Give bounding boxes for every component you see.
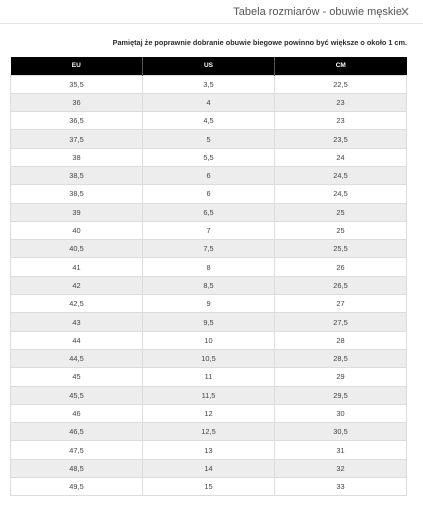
cell-eu: 38 xyxy=(11,148,143,166)
cell-eu: 36,5 xyxy=(11,112,143,130)
column-header-eu: EU xyxy=(11,57,143,75)
cell-cm: 33 xyxy=(275,478,407,496)
cell-cm: 25,5 xyxy=(275,240,407,258)
cell-us: 12 xyxy=(143,404,275,422)
cell-eu: 46 xyxy=(11,404,143,422)
cell-us: 6 xyxy=(143,185,275,203)
cell-us: 13 xyxy=(143,441,275,459)
cell-eu: 40,5 xyxy=(11,240,143,258)
cell-us: 8 xyxy=(143,258,275,276)
close-icon xyxy=(401,5,409,17)
cell-us: 8,5 xyxy=(143,276,275,294)
cell-us: 14 xyxy=(143,459,275,477)
table-row xyxy=(11,404,407,422)
table-row xyxy=(11,112,407,130)
cell-cm: 23 xyxy=(275,112,407,130)
cell-eu: 48,5 xyxy=(11,459,143,477)
table-row xyxy=(11,203,407,221)
cell-cm: 27,5 xyxy=(275,313,407,331)
table-row xyxy=(11,148,407,166)
table-row xyxy=(11,386,407,404)
cell-us: 12,5 xyxy=(143,423,275,441)
table-row xyxy=(11,130,407,148)
cell-eu: 41 xyxy=(11,258,143,276)
cell-us: 3,5 xyxy=(143,75,275,93)
cell-cm: 29 xyxy=(275,368,407,386)
cell-us: 5 xyxy=(143,130,275,148)
cell-cm: 25 xyxy=(275,203,407,221)
table-row xyxy=(11,166,407,184)
cell-cm: 24,5 xyxy=(275,185,407,203)
cell-eu: 44 xyxy=(11,331,143,349)
table-row xyxy=(11,423,407,441)
table-row xyxy=(11,240,407,258)
cell-cm: 22,5 xyxy=(275,75,407,93)
table-row xyxy=(11,478,407,496)
table-row xyxy=(11,258,407,276)
table-body xyxy=(11,75,407,496)
cell-us: 11,5 xyxy=(143,386,275,404)
cell-cm: 30,5 xyxy=(275,423,407,441)
column-header-cm: CM xyxy=(275,57,407,75)
table-row xyxy=(11,75,407,93)
table-row xyxy=(11,459,407,477)
cell-cm: 23 xyxy=(275,93,407,111)
modal-header xyxy=(0,0,423,24)
cell-cm: 31 xyxy=(275,441,407,459)
table-row xyxy=(11,313,407,331)
cell-eu: 46,5 xyxy=(11,423,143,441)
cell-eu: 44,5 xyxy=(11,349,143,367)
cell-eu: 38,5 xyxy=(11,185,143,203)
table-row xyxy=(11,276,407,294)
cell-cm: 30 xyxy=(275,404,407,422)
table-row xyxy=(11,368,407,386)
cell-us: 6 xyxy=(143,166,275,184)
table-row xyxy=(11,349,407,367)
cell-eu: 35,5 xyxy=(11,75,143,93)
cell-eu: 37,5 xyxy=(11,130,143,148)
size-note: Pamiętaj że poprawnie dobranie obuwie biegowe powinno być większe o około 1 cm. xyxy=(112,38,407,47)
cell-eu: 42 xyxy=(11,276,143,294)
cell-us: 6,5 xyxy=(143,203,275,221)
cell-eu: 45 xyxy=(11,368,143,386)
cell-cm: 28 xyxy=(275,331,407,349)
table-row xyxy=(11,93,407,111)
table-row xyxy=(11,185,407,203)
cell-us: 15 xyxy=(143,478,275,496)
cell-cm: 23,5 xyxy=(275,130,407,148)
table-row xyxy=(11,441,407,459)
table-header-row xyxy=(11,57,407,75)
table-row xyxy=(11,331,407,349)
cell-us: 5,5 xyxy=(143,148,275,166)
cell-cm: 28,5 xyxy=(275,349,407,367)
cell-us: 10 xyxy=(143,331,275,349)
cell-cm: 29,5 xyxy=(275,386,407,404)
cell-cm: 27 xyxy=(275,295,407,313)
cell-us: 11 xyxy=(143,368,275,386)
cell-cm: 26 xyxy=(275,258,407,276)
cell-eu: 47,5 xyxy=(11,441,143,459)
cell-us: 10,5 xyxy=(143,349,275,367)
size-table xyxy=(10,57,407,496)
close-button[interactable] xyxy=(401,5,409,17)
cell-cm: 24 xyxy=(275,148,407,166)
cell-eu: 49,5 xyxy=(11,478,143,496)
cell-us: 7,5 xyxy=(143,240,275,258)
cell-us: 9,5 xyxy=(143,313,275,331)
cell-cm: 25 xyxy=(275,221,407,239)
cell-cm: 32 xyxy=(275,459,407,477)
modal-title: Tabela rozmiarów - obuwie męskie xyxy=(233,6,402,18)
cell-us: 4,5 xyxy=(143,112,275,130)
cell-cm: 26,5 xyxy=(275,276,407,294)
cell-us: 7 xyxy=(143,221,275,239)
cell-eu: 39 xyxy=(11,203,143,221)
cell-eu: 38,5 xyxy=(11,166,143,184)
cell-eu: 40 xyxy=(11,221,143,239)
column-header-us: US xyxy=(143,57,275,75)
cell-eu: 42,5 xyxy=(11,295,143,313)
cell-eu: 45,5 xyxy=(11,386,143,404)
cell-us: 4 xyxy=(143,93,275,111)
cell-eu: 43 xyxy=(11,313,143,331)
cell-eu: 36 xyxy=(11,93,143,111)
cell-us: 9 xyxy=(143,295,275,313)
table-row xyxy=(11,221,407,239)
table-row xyxy=(11,295,407,313)
cell-cm: 24,5 xyxy=(275,166,407,184)
